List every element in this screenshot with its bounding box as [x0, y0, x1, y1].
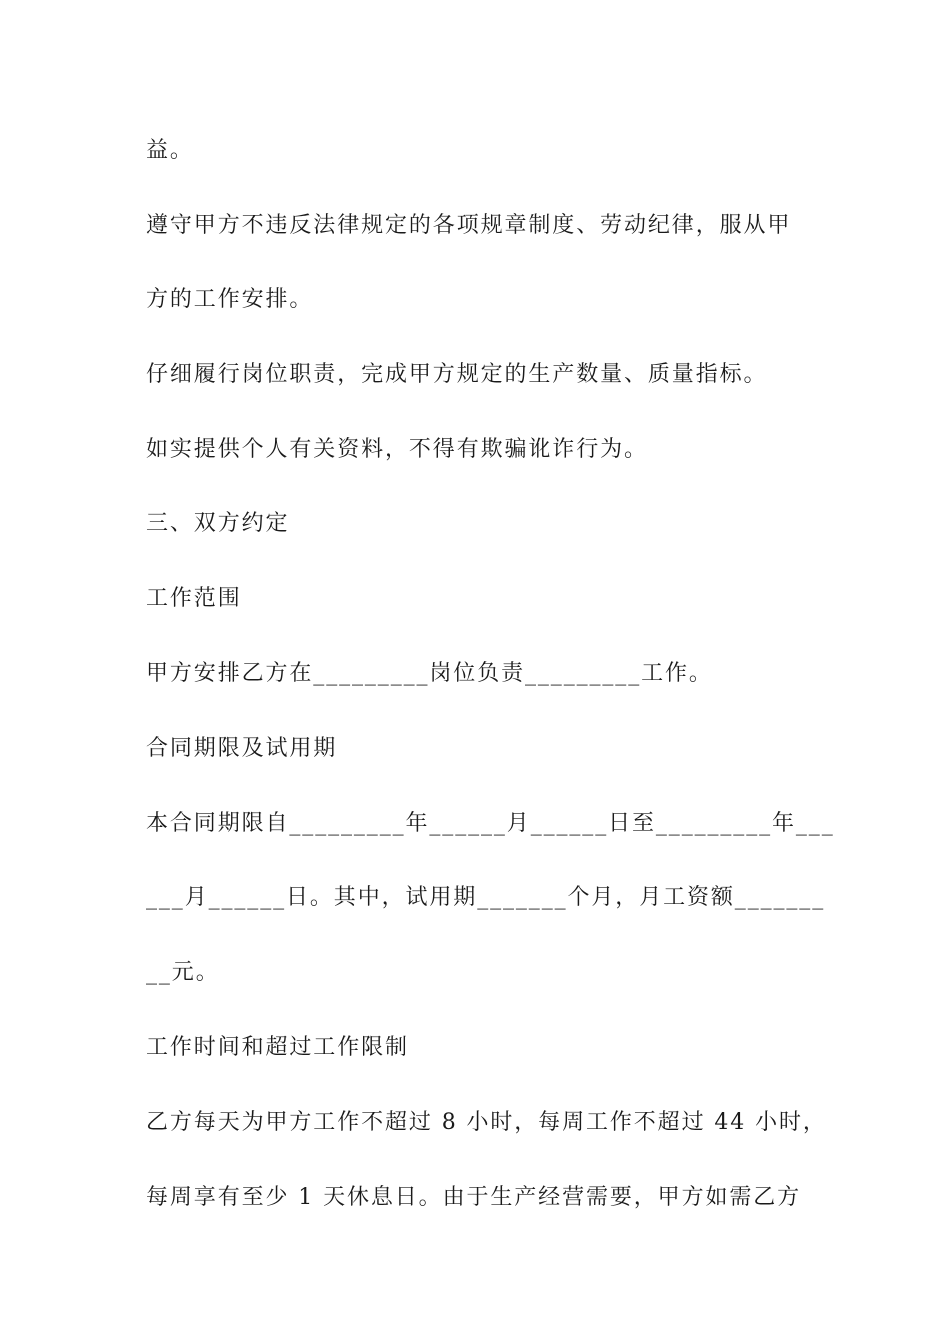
- subheading: 工作时间和超过工作限制: [146, 1035, 409, 1060]
- text-line: 甲方安排乙方在_________岗位负责_________工作。: [146, 661, 713, 686]
- text-line: 乙方每天为甲方工作不超过 8 小时，每周工作不超过 44 小时，: [146, 1110, 827, 1135]
- text-line: 仔细履行岗位职责，完成甲方规定的生产数量、质量指标。: [146, 362, 768, 387]
- subheading: 合同期限及试用期: [146, 736, 338, 761]
- text-line: 如实提供个人有关资料，不得有欺骗讹诈行为。: [146, 437, 648, 462]
- text-line: 方的工作安排。: [146, 287, 314, 312]
- text-line: 益。: [146, 138, 194, 163]
- section-heading: 三、双方约定: [146, 511, 290, 536]
- text-line: ___月______日。其中，试用期_______个月，月工资额_______: [146, 885, 826, 910]
- text-line: __元。: [146, 960, 220, 985]
- text-line: 遵守甲方不违反法律规定的各项规章制度、劳动纪律，服从甲: [146, 213, 792, 238]
- text-line: 每周享有至少 1 天休息日。由于生产经营需要，甲方如需乙方: [146, 1185, 802, 1210]
- text-line: 本合同期限自_________年______月______日至_________年___: [146, 811, 835, 836]
- subheading: 工作范围: [146, 586, 242, 611]
